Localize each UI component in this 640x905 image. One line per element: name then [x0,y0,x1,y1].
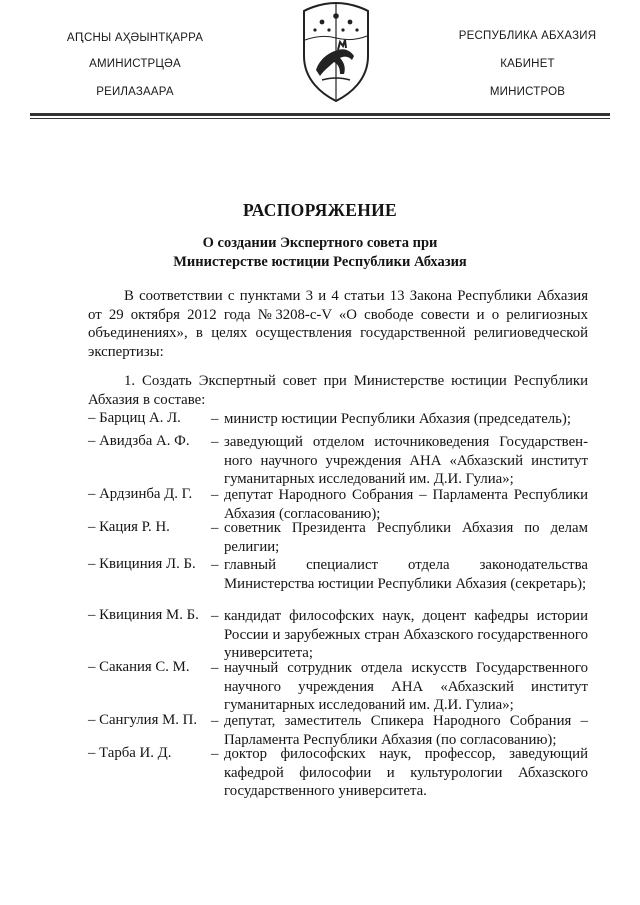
member-role: – заведующий отделом источниковедения Государствен-ного научного учреждения АНА «Абхазский институт гуманитарных исследований им. Д.И. Гулиа»; [211,434,588,487]
member-role: – министр юстиции Республики Абхазия (председатель); [211,411,571,427]
member-role: – депутат Народного Собрания – Парламента Республики Абхазия (согласованию); [211,487,588,522]
member-role: – советник Президента Республики Абхазия по делам религии; [211,520,588,555]
header-rule-thick [30,113,610,116]
header-left-line-2: АМИНИСТРЦӘА [89,58,181,70]
header-right-line-2: КАБИНЕТ [500,58,555,70]
preamble-paragraph: В соответствии с пунктами 3 и 4 статьи 13 Закона Республики Абхазия от 29 октября 2012 года №3208-с-V «О свободе совести и о религиозных объединениях», в целях осуществления государственной религиоведческой экспертизы: [88,288,588,360]
member-name: – Сакания С. М. [88,659,190,675]
member-role: – депутат, заместитель Спикера Народного Собрания – Парламента Республики Абхазия (по согласованию); [211,713,588,748]
member-name: – Квициния Л. Б. [88,556,196,572]
header-left-line-1: АԤСНЫ АҲӘЫНТҚАРРА [66,32,204,44]
header-left-line-3: РЕИЛАЗААРА [96,86,174,98]
header-right-line-1: РЕСПУБЛИКА АБХАЗИЯ [458,30,597,42]
document-title: РАСПОРЯЖЕНИЕ [242,200,397,220]
member-role: – доктор философских наук, профессор, заведующий кафедрой философии и культурологии Абхазского государственного университета. [211,746,588,799]
header-right-line-3: МИНИСТРОВ [489,86,566,98]
member-name: – Ардзинба Д. Г. [88,486,193,502]
member-name: – Барциц А. Л. [88,410,181,426]
member-name: – Авидзба А. Ф. [88,433,190,449]
member-role: – научный сотрудник отдела искусств Государственного научного учреждения АНА «Абхазский институт гуманитарных исследований им. Д.И. Гулиа»; [211,660,588,713]
member-role: – кандидат философских наук, доцент кафедры истории России и зарубежных стран Абхазского государственного университета; [211,608,588,661]
header-rule-thin [30,118,610,119]
member-name: – Квициния М. Б. [88,607,199,623]
coat-of-arms-emblem [292,0,380,104]
member-name: – Кация Р. Н. [88,519,170,535]
member-name: – Тарба И. Д. [88,745,172,761]
item-1-paragraph: 1. Создать Экспертный совет при Министерстве юстиции Республики Абхазия в составе: [88,373,588,408]
member-role: – главный специалист отдела законодательства Министерства юстиции Республики Абхазия (секретарь); [211,557,588,592]
document-subtitle-line-2: Министерстве юстиции Республики Абхазия [173,254,467,270]
document-subtitle-line-1: О создании Экспертного совета при [202,235,438,251]
member-name: – Сангулия М. П. [88,712,198,728]
